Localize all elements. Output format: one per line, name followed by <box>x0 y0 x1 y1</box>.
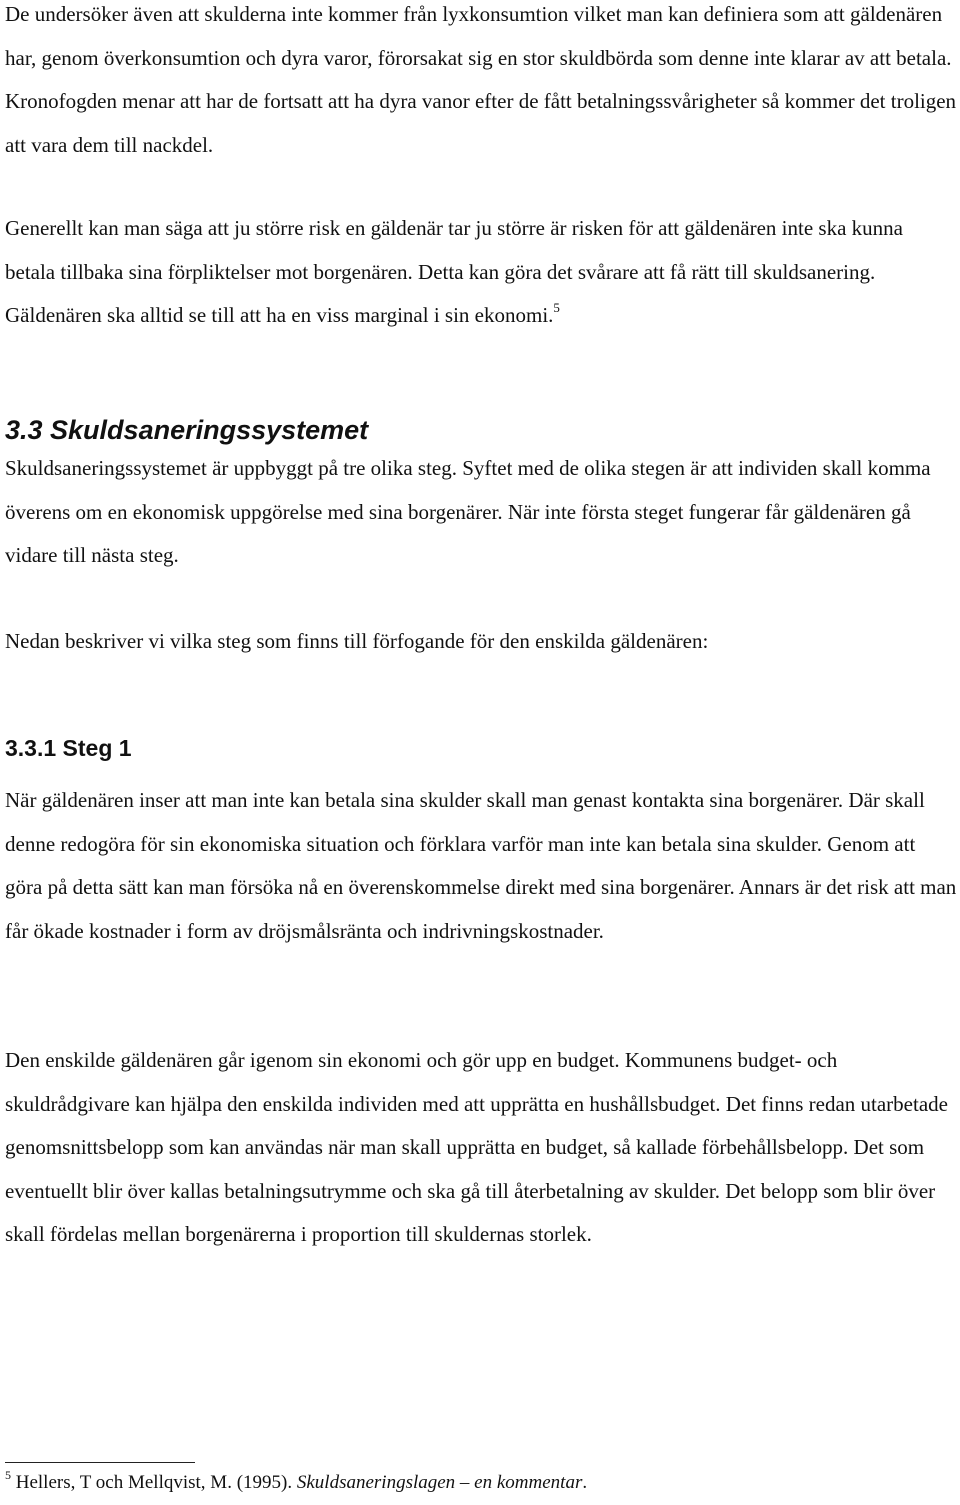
paragraph-system-steps: Skuldsaneringssystemet är uppbyggt på tre olika steg. Syftet med de olika stegen är att individen skall komma överens om en ekonomisk uppgörelse med sina borgenärer. När inte första steget fungerar får gäldenären gå vidare till nästa steg. <box>5 456 931 567</box>
footnote-end: . <box>582 1472 588 1493</box>
paragraph-general-risk <box>5 207 957 338</box>
paragraph-step-1-contact: När gäldenären inser att man inte kan betala sina skulder skall man genast kontakta sina borgenärer. Där skall denne redogöra för sin ekonomiska situation och förklara varför man inte kan betala sina skulder. Genom att göra på detta sätt kan man försöka nå en överenskommelse direkt med sina borgenärer. Annars är det risk att man får ökade kostnader i form av dröjsmålsränta och indrivningskostnader. <box>5 788 957 943</box>
paragraph-luxury-consumption: De undersöker även att skulderna inte kommer från lyxkonsumtion vilket man kan definiera som att gäldenären har, genom överkonsumtion och dyra varor, förorsakat sig en stor skuldbörda som denne inte klarar av att betala. Kronofogden menar att har de fortsatt att ha dyra vanor efter de fått betalningssvårigheter så kommer det troligen att vara dem till nackdel. <box>5 2 957 157</box>
footnote-authors: Hellers, T och Mellqvist, M. (1995). <box>15 1472 297 1493</box>
footnote-number: 5 <box>5 1468 11 1482</box>
footnote-reference[interactable]: 5 <box>553 300 560 315</box>
section-heading-3-3-1: 3.3.1 Steg 1 <box>5 735 132 761</box>
section-heading-3-3: 3.3 Skuldsaneringssystemet <box>5 415 369 445</box>
paragraph-general-risk-text: Generellt kan man säga att ju större risk en gäldenär tar ju större är risken för att gäldenären inte ska kunna betala tillbaka sina förpliktelser mot borgenären. Detta kan göra det svårare att få rätt till skuldsanering. Gäldenären ska alltid se till att ha en viss marginal i sin ekonomi. <box>5 216 903 327</box>
footnote-separator <box>5 1462 195 1463</box>
paragraph-steps-intro: Nedan beskriver vi vilka steg som finns till förfogande för den enskilda gäldenären: <box>5 629 709 653</box>
paragraph-step-1-budget: Den enskilde gäldenären går igenom sin ekonomi och gör upp en budget. Kommunens budget- och skuldrådgivare kan hjälpa den enskilda individen med att upprätta en hushållsbudget. Det finns redan utarbetade genomsnittsbelopp som kan användas när man skall upprätta en budget, så kallade förbehållsbelopp. Det som eventuellt blir över kallas betalningsutrymme och ska gå till återbetalning av skulder. Det belopp som blir över skall fördelas mellan borgenärerna i proportion till skuldernas storlek. <box>5 1048 948 1246</box>
footnote-title: Skuldsaneringslagen – en kommentar <box>296 1472 583 1493</box>
footnote <box>5 1470 587 1496</box>
